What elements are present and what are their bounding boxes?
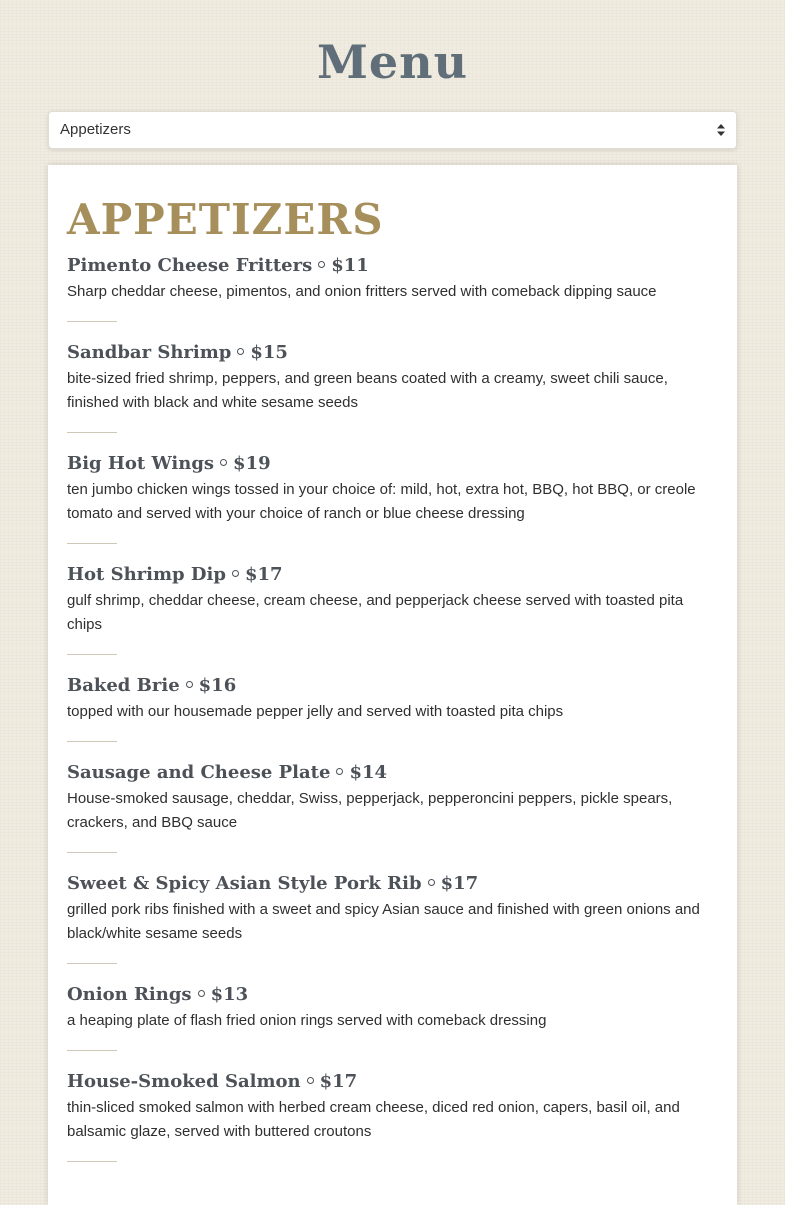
menu-item-price: $15 bbox=[250, 342, 288, 363]
item-divider bbox=[67, 654, 117, 655]
menu-item bbox=[67, 450, 719, 544]
menu-item-title bbox=[67, 672, 719, 700]
circle-separator-icon bbox=[186, 681, 193, 688]
menu-item-price: $14 bbox=[349, 762, 388, 783]
menu-item-title bbox=[67, 252, 719, 280]
item-divider bbox=[67, 963, 117, 964]
select-arrows-icon bbox=[717, 123, 725, 137]
circle-separator-icon bbox=[232, 570, 239, 577]
menu-item-name: Pimento Cheese Fritters bbox=[67, 255, 313, 276]
menu-item-name: Hot Shrimp Dip bbox=[67, 564, 226, 585]
menu-item-description: gulf shrimp, cheddar cheese, cream cheese, and pepperjack cheese served with toasted pita chips bbox=[67, 592, 684, 633]
menu-card bbox=[48, 165, 737, 1205]
circle-separator-icon bbox=[428, 879, 435, 886]
menu-item-description: topped with our housemade pepper jelly and served with toasted pita chips bbox=[67, 703, 564, 720]
menu-item bbox=[67, 1068, 719, 1162]
menu-item bbox=[67, 339, 719, 433]
page-title: Menu bbox=[316, 35, 469, 89]
menu-item-price: $17 bbox=[244, 564, 283, 585]
circle-separator-icon bbox=[220, 459, 227, 466]
item-divider bbox=[67, 852, 117, 853]
menu-item bbox=[67, 981, 719, 1051]
menu-item bbox=[67, 252, 719, 322]
menu-item-title bbox=[67, 981, 719, 1009]
menu-item-name: Big Hot Wings bbox=[67, 453, 215, 474]
item-divider bbox=[67, 543, 117, 544]
menu-item-description: Sharp cheddar cheese, pimentos, and onion fritters served with comeback dipping sauce bbox=[67, 283, 657, 300]
menu-item-price: $17 bbox=[440, 873, 479, 894]
menu-item-description: grilled pork ribs finished with a sweet and spicy Asian sauce and finished with green onions and black/white sesame seeds bbox=[67, 901, 700, 942]
circle-separator-icon bbox=[198, 990, 205, 997]
menu-item-title bbox=[67, 561, 719, 589]
item-divider bbox=[67, 1050, 117, 1051]
menu-item-description: bite-sized fried shrimp, peppers, and green beans coated with a creamy, sweet chili sauce, finished with black and white sesame seeds bbox=[67, 370, 668, 411]
menu-item-title bbox=[67, 450, 719, 478]
menu-item-name: Sausage and Cheese Plate bbox=[67, 762, 331, 783]
circle-separator-icon bbox=[307, 1077, 314, 1084]
menu-list bbox=[67, 252, 719, 1179]
circle-separator-icon bbox=[318, 261, 325, 268]
menu-item-title bbox=[67, 870, 719, 898]
menu-item-description: a heaping plate of flash fried onion rings served with comeback dressing bbox=[67, 1012, 547, 1029]
menu-item bbox=[67, 759, 719, 853]
item-divider bbox=[67, 321, 117, 322]
menu-item-price: $13 bbox=[210, 984, 249, 1005]
menu-item-name: Baked Brie bbox=[67, 675, 180, 696]
menu-item-name: Sweet & Spicy Asian Style Pork Rib bbox=[67, 873, 422, 894]
menu-item-title bbox=[67, 1068, 719, 1096]
menu-item-name: Onion Rings bbox=[67, 984, 192, 1005]
category-select-value: Appetizers bbox=[60, 121, 131, 138]
section-heading: APPETIZERS bbox=[67, 195, 384, 244]
menu-item bbox=[67, 870, 719, 964]
menu-item-name: House-Smoked Salmon bbox=[67, 1071, 301, 1092]
menu-item-description: thin-sliced smoked salmon with herbed cream cheese, diced red onion, capers, basil oil, and balsamic glaze, served with buttered croutons bbox=[67, 1099, 680, 1140]
menu-item-name: Sandbar Shrimp bbox=[67, 342, 232, 363]
category-select[interactable] bbox=[48, 111, 737, 149]
menu-item-price: $11 bbox=[331, 255, 369, 276]
menu-item bbox=[67, 561, 719, 655]
item-divider bbox=[67, 1161, 117, 1162]
circle-separator-icon bbox=[237, 348, 244, 355]
menu-item-price: $16 bbox=[198, 675, 237, 696]
item-divider bbox=[67, 741, 117, 742]
menu-item-title bbox=[67, 339, 719, 367]
menu-item-price: $17 bbox=[319, 1071, 358, 1092]
menu-item bbox=[67, 672, 719, 742]
item-divider bbox=[67, 432, 117, 433]
ornament-icon bbox=[384, 0, 398, 4]
menu-item-price: $19 bbox=[233, 453, 271, 474]
menu-item-title bbox=[67, 759, 719, 787]
menu-item-description: House-smoked sausage, cheddar, Swiss, pepperjack, pepperoncini peppers, pickle spears, crackers, and BBQ sauce bbox=[67, 790, 673, 831]
circle-separator-icon bbox=[336, 768, 343, 775]
menu-item-description: ten jumbo chicken wings tossed in your choice of: mild, hot, extra hot, BBQ, hot BBQ, or creole tomato and served with your choice of ranch or blue cheese dressing bbox=[67, 481, 696, 522]
